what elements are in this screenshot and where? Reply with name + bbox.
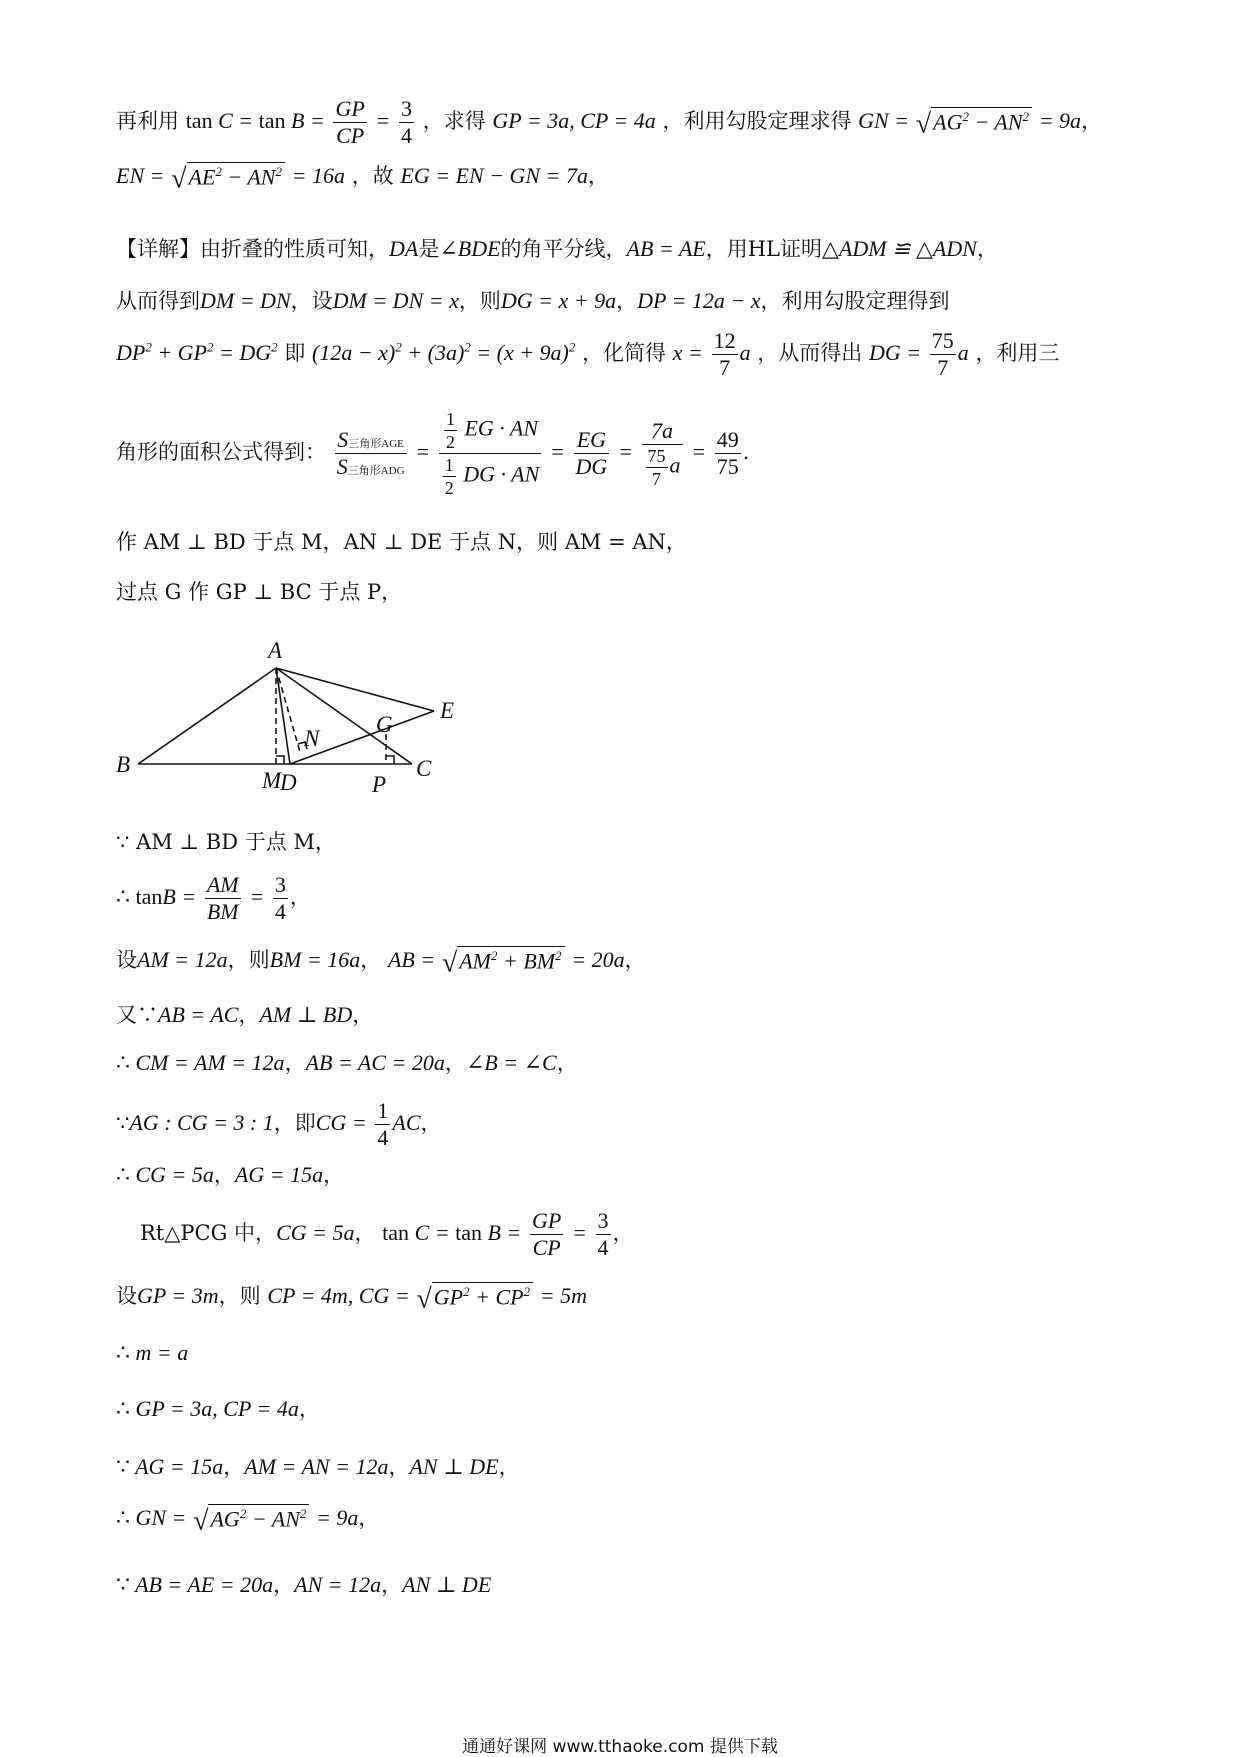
fraction: 7a $\frac{75}{7}$ a — [642, 420, 683, 488]
fraction: $\frac{EG}{DG}$ — [575, 427, 608, 479]
fraction: $\frac{49}{75}$ — [716, 427, 739, 479]
text-line-7: 作 AM ⊥ BD 于点 M，AN ⊥ DE 于点 N，则 AM = AN， — [116, 530, 687, 554]
text-line-9: ∵ AM ⊥ BD 于点 M， — [116, 830, 336, 854]
fraction: $\frac{AM}{BM}$ — [206, 872, 239, 924]
sqrt: $√GP^2 + CP^2$ — [416, 1282, 533, 1313]
label-G: G — [376, 712, 393, 737]
text-line-13: ∴ CM = AM = 12a，AB = AC = 20a，∠B = ∠C， — [116, 1050, 578, 1075]
fraction: $\frac{3}{4}$ — [401, 96, 413, 148]
fraction: $\frac{1}{4}$ — [377, 1098, 389, 1150]
text-line-15: ∴ CG = 5a，AG = 15a， — [116, 1162, 345, 1187]
sqrt: $√AE^2 - AN^2$ — [171, 162, 285, 193]
text-line-14: ∵AG : CG = 3 : 1，即CG = $\frac{1}{4}$ AC， — [116, 1098, 442, 1150]
text-line-11: 设AM = 12a，则BM = 16a， AB = $√AM^2 + BM^2 = 20a$， — [116, 947, 646, 979]
text-line-2: EN = $√AE^2 - AN^2 = 16a$ ，故 EG = EN − GN = 7a， — [116, 163, 609, 195]
text-line-19: ∴ GP = 3a, CP = 4a， — [116, 1396, 320, 1421]
text-line-17: 设GP = 3m，则 CP = 4m, CG = $√GP^2 + CP^2 = 5m$ — [116, 1283, 587, 1315]
fraction: $\frac{75}{7}$ — [931, 328, 954, 380]
fraction: $\frac{1}{2}$ EG · AN $\frac{1}{2}$ DG · AN — [439, 410, 542, 497]
fraction: $\frac{GP}{CP}$ — [335, 96, 365, 148]
text-line-12: 又∵AB = AC，AM ⊥ BD， — [116, 1002, 374, 1027]
label-A: A — [268, 638, 283, 663]
sqrt: $√AM^2 + BM^2$ — [442, 946, 565, 977]
sqrt: $√AG^2 - AN^2$ — [193, 1504, 309, 1535]
label-D: D — [280, 770, 297, 795]
text-line-22: ∵ AB = AE = 20a，AN = 12a，AN ⊥ DE — [116, 1572, 492, 1597]
label-M: M — [262, 768, 282, 793]
label-P: P — [372, 772, 387, 797]
text-line-8: 过点 G 作 GP ⊥ BC 于点 P， — [116, 580, 403, 604]
sqrt: $√AG^2 - AN^2$ — [916, 107, 1032, 138]
geometry-figure — [112, 628, 472, 798]
label-C: C — [416, 756, 432, 781]
text-line-4: 从而得到DM = DN，设DM = DN = x，则DG = x + 9a，DP = 12a − x，利用勾股定理得到 — [116, 288, 950, 313]
fraction: $\frac{3}{4}$ — [597, 1208, 609, 1260]
text-line-18: ∴ m = a — [116, 1340, 189, 1365]
fraction: $\frac{3}{4}$ — [274, 872, 286, 924]
label-N: N — [304, 726, 320, 751]
fraction: $\frac{12}{7}$ — [713, 328, 736, 380]
text-line-6: 角形的面积公式得到： $\frac{\text{S三角形AGE}}{\text{S三角形ADG}}$ = $\frac{1}{2}$ EG · AN $\frac{1}{2}$ DG · AN = $\frac{EG}{DG}$ = 7a $\frac{75}{7}$ a = $\frac{49}{75}$ . — [116, 409, 750, 498]
fraction: $\frac{\text{S三角形AGE}}{\text{S三角形ADG}}$ — [336, 427, 405, 479]
label-E: E — [440, 698, 455, 723]
text-line-1: 再利用 tan C = tan B = $\frac{GP}{CP}$ = $\frac{3}{4}$ ，求得 GP = 3a, CP = 4a ，利用勾股定理求得 GN = $√AG^2 - AN^2 = 9a$， — [116, 96, 1103, 148]
text-line-10: ∴ tanB = $\frac{AM}{BM}$ = $\frac{3}{4}$ ， — [116, 872, 311, 924]
page-footer: 通通好课网 www.tthaoke.com 提供下载 — [462, 1737, 778, 1757]
text-line-16: Rt△PCG 中，CG = 5a， tan C = tan B = $\frac{GP}{CP}$ = $\frac{3}{4}$ ， — [140, 1208, 634, 1260]
text-line-3: 【详解】由折叠的性质可知，DA是∠BDE的角平分线，AB = AE，用HL证明△ADM ≌ △ADN， — [116, 236, 998, 261]
text-line-5: $DP^2 + GP^2 = DG^2$ 即 $(12a - x)^2 + (3a)^2 = (x + 9a)^2$ ，化简得 x = $\frac{12}{7}$ a ，从而得出 DG = $\frac{75}{7}$ a ，利用三 — [116, 328, 1060, 380]
text-line-21: ∴ GN = $√AG^2 - AN^2 = 9a$， — [116, 1505, 380, 1537]
fraction: $\frac{GP}{CP}$ — [531, 1208, 562, 1260]
label-B: B — [116, 752, 131, 777]
text-line-20: ∵ AG = 15a，AM = AN = 12a，AN ⊥ DE， — [116, 1454, 520, 1479]
